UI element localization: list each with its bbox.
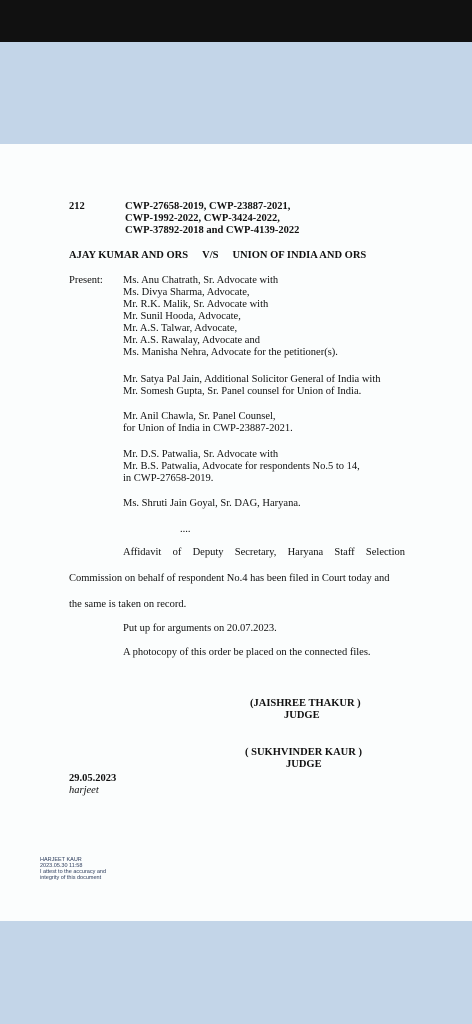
order-date: 29.05.2023 — [69, 773, 117, 784]
appearance-line: Mr. Satya Pal Jain, Additional Solicitor General of India with — [123, 374, 381, 385]
case-number-line: CWP-37892-2018 and CWP-4139-2022 — [125, 225, 300, 236]
respondent-name: UNION OF INDIA AND ORS — [232, 250, 367, 261]
versus-label: V/S — [202, 250, 219, 261]
appearance-group-asg — [123, 374, 381, 398]
signature-line: I attest to the accuracy and — [40, 869, 107, 875]
appearance-group-state — [123, 498, 301, 510]
order-paragraph-line: the same is taken on record. — [69, 599, 187, 610]
appearance-group-panel-counsel — [123, 411, 293, 435]
appearance-line: Mr. Anil Chawla, Sr. Panel Counsel, — [123, 411, 276, 422]
judge-title: JUDGE — [286, 759, 322, 770]
judge-name: (JAISHREE THAKUR ) — [250, 698, 361, 709]
order-paragraph-line: Affidavit of Deputy Secretary, Haryana Staff Selection — [123, 547, 405, 558]
appearance-line: for Union of India in CWP-23887-2021. — [123, 423, 293, 434]
appearance-line: Ms. Anu Chatrath, Sr. Advocate with — [123, 275, 279, 286]
signature-line: 2023.05.30 11:58 — [40, 863, 83, 869]
separator-dots: .... — [180, 524, 191, 535]
case-numbers — [125, 201, 299, 237]
appearance-group-respondents — [123, 449, 360, 485]
appearance-line: in CWP-27658-2019. — [123, 473, 214, 484]
case-number-line: CWP-27658-2019, CWP-23887-2021, — [125, 201, 291, 212]
appearance-line: Mr. R.K. Malik, Sr. Advocate with — [123, 299, 269, 310]
appearance-line: Ms. Shruti Jain Goyal, Sr. DAG, Haryana. — [123, 498, 301, 509]
case-number-line: CWP-1992-2022, CWP-3424-2022, — [125, 213, 280, 224]
order-paragraph-line: Commission on behalf of respondent No.4 has been filed in Court today and — [69, 573, 390, 584]
appearance-line: Mr. B.S. Patwalia, Advocate for respondents No.5 to 14, — [123, 461, 360, 472]
judge-title: JUDGE — [284, 710, 320, 721]
case-title — [69, 250, 366, 262]
appearance-group-petitioners — [123, 275, 338, 359]
document-page — [0, 144, 472, 921]
digital-signature — [40, 857, 106, 881]
serial-number: 212 — [69, 201, 85, 212]
appearance-line: Mr. A.S. Rawalay, Advocate and — [123, 335, 260, 346]
judge-name: ( SUKHVINDER KAUR ) — [245, 747, 362, 758]
top-bar — [0, 0, 472, 42]
order-paragraph: Put up for arguments on 20.07.2023. — [123, 623, 277, 634]
appearance-line: Ms. Manisha Nehra, Advocate for the petitioner(s). — [123, 347, 338, 358]
clerk-initials: harjeet — [69, 785, 99, 796]
signature-line: HARJEET KAUR — [40, 857, 82, 863]
appearance-line: Mr. Somesh Gupta, Sr. Panel counsel for Union of India. — [123, 386, 362, 397]
appearance-line: Ms. Divya Sharma, Advocate, — [123, 287, 250, 298]
appearance-line: Mr. D.S. Patwalia, Sr. Advocate with — [123, 449, 279, 460]
present-label: Present: — [69, 275, 103, 286]
order-paragraph: A photocopy of this order be placed on the connected files. — [123, 647, 371, 658]
appearance-line: Mr. Sunil Hooda, Advocate, — [123, 311, 241, 322]
petitioner-name: AJAY KUMAR AND ORS — [69, 250, 189, 261]
appearance-line: Mr. A.S. Talwar, Advocate, — [123, 323, 238, 334]
signature-line: integrity of this document — [40, 875, 102, 881]
